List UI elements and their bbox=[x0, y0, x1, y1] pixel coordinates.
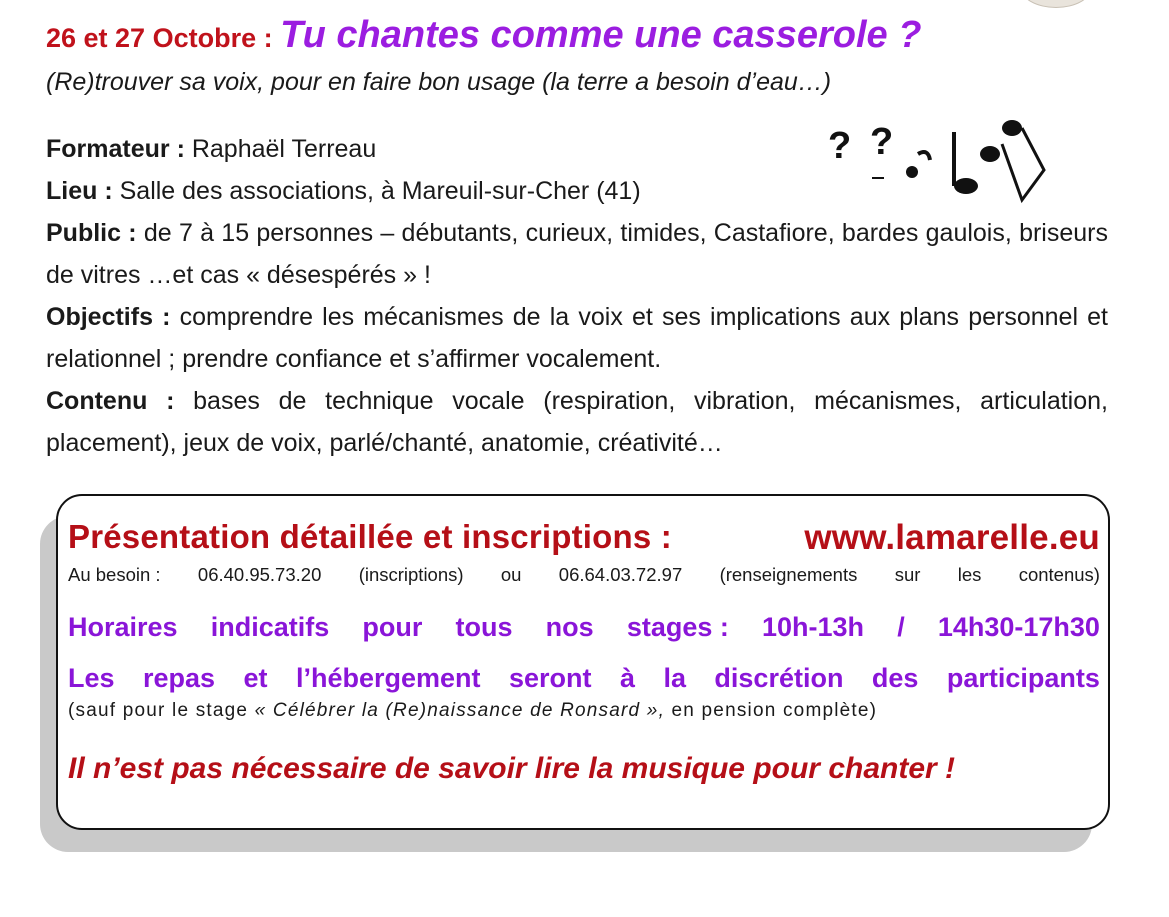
event-subtitle: (Re)trouver sa voix, pour en faire bon usage (la terre a besoin d’eau…) bbox=[46, 68, 832, 96]
event-title: Tu chantes comme une casserole ? bbox=[280, 14, 922, 56]
event-date: 26 et 27 Octobre : bbox=[46, 23, 281, 53]
info-box bbox=[56, 494, 1110, 830]
formateur-value: Raphaël Terreau bbox=[184, 135, 377, 163]
horaires-word: indicatifs bbox=[210, 612, 330, 642]
ronsard-stage-title: « Célébrer la (Re)naissance de Ronsard », bbox=[254, 700, 666, 721]
svg-text:?: ? bbox=[870, 121, 894, 163]
corner-decoration bbox=[1020, 0, 1092, 8]
contact-word: contenus) bbox=[1018, 564, 1100, 585]
lieu-line bbox=[46, 170, 1108, 212]
repas-word: participants bbox=[946, 663, 1100, 693]
horaires-word: 10h-13h bbox=[762, 612, 865, 642]
contact-word: (inscriptions) bbox=[358, 564, 464, 585]
repas-word: des bbox=[871, 663, 919, 693]
sauf-suffix: en pension complète) bbox=[665, 700, 878, 721]
contenu-value: bases de technique vocale (respiration, vibration, mécanismes, articulation, placement), jeux de voix, parlé/chanté, anatomie, créativité… bbox=[46, 387, 1108, 457]
presentation-text: Présentation détaillée et inscriptions : bbox=[68, 518, 672, 555]
objectifs-line bbox=[46, 296, 1108, 380]
horaires-word: tous bbox=[455, 612, 513, 642]
formateur-line bbox=[46, 128, 1108, 170]
formateur-label: Formateur : bbox=[46, 135, 185, 163]
horaires-word: Horaires bbox=[68, 612, 178, 642]
repas-word: repas bbox=[142, 663, 216, 693]
contact-word: 06.64.03.72.97 bbox=[558, 564, 683, 585]
horaires-word: / bbox=[897, 612, 905, 642]
repas-word: Les bbox=[68, 663, 115, 693]
objectifs-label: Objectifs : bbox=[46, 303, 171, 331]
repas-line bbox=[68, 663, 1100, 694]
objectifs-value: comprendre les mécanismes de la voix et ses implications aux plans personnel et relationnel ; prendre confiance et s’affirmer vocalement. bbox=[46, 303, 1109, 373]
svg-text:?: ? bbox=[828, 125, 852, 167]
presentation-line bbox=[68, 518, 1100, 558]
contact-word: sur bbox=[894, 564, 921, 585]
contact-word: 06.40.95.73.20 bbox=[197, 564, 322, 585]
horaires-word: nos bbox=[545, 612, 594, 642]
event-header bbox=[46, 14, 921, 57]
repas-word: et bbox=[243, 663, 268, 693]
horaires-word: pour bbox=[362, 612, 423, 642]
contact-word: ou bbox=[500, 564, 522, 585]
horaires-word: 14h30-17h30 bbox=[937, 612, 1100, 642]
public-label: Public : bbox=[46, 219, 137, 247]
contact-line bbox=[68, 564, 1100, 586]
course-details bbox=[46, 128, 1108, 464]
lieu-label: Lieu : bbox=[46, 177, 113, 205]
contact-word: (renseignements bbox=[719, 564, 858, 585]
repas-word: seront bbox=[508, 663, 592, 693]
music-reading-note: Il n’est pas nécessaire de savoir lire la musique pour chanter ! bbox=[68, 752, 956, 785]
public-value: de 7 à 15 personnes – débutants, curieux, timides, Castafiore, bardes gaulois, briseurs de vitres …et cas « désespérés » ! bbox=[46, 219, 1108, 289]
repas-word: à bbox=[619, 663, 635, 693]
sauf-prefix: (sauf pour le stage bbox=[68, 700, 255, 721]
repas-word: discrétion bbox=[714, 663, 844, 693]
sauf-line bbox=[68, 700, 1100, 722]
contact-word: les bbox=[957, 564, 982, 585]
horaires-word: stages : bbox=[626, 612, 729, 642]
website-link[interactable]: www.lamarelle.eu bbox=[804, 518, 1100, 557]
contenu-label: Contenu : bbox=[46, 387, 175, 415]
contenu-line bbox=[46, 380, 1108, 464]
horaires-line bbox=[68, 612, 1100, 643]
contact-word: Au besoin : bbox=[68, 564, 161, 585]
repas-word: l’hébergement bbox=[295, 663, 481, 693]
lieu-value: Salle des associations, à Mareuil-sur-Cher (41) bbox=[112, 177, 641, 205]
public-line bbox=[46, 212, 1108, 296]
repas-word: la bbox=[663, 663, 686, 693]
